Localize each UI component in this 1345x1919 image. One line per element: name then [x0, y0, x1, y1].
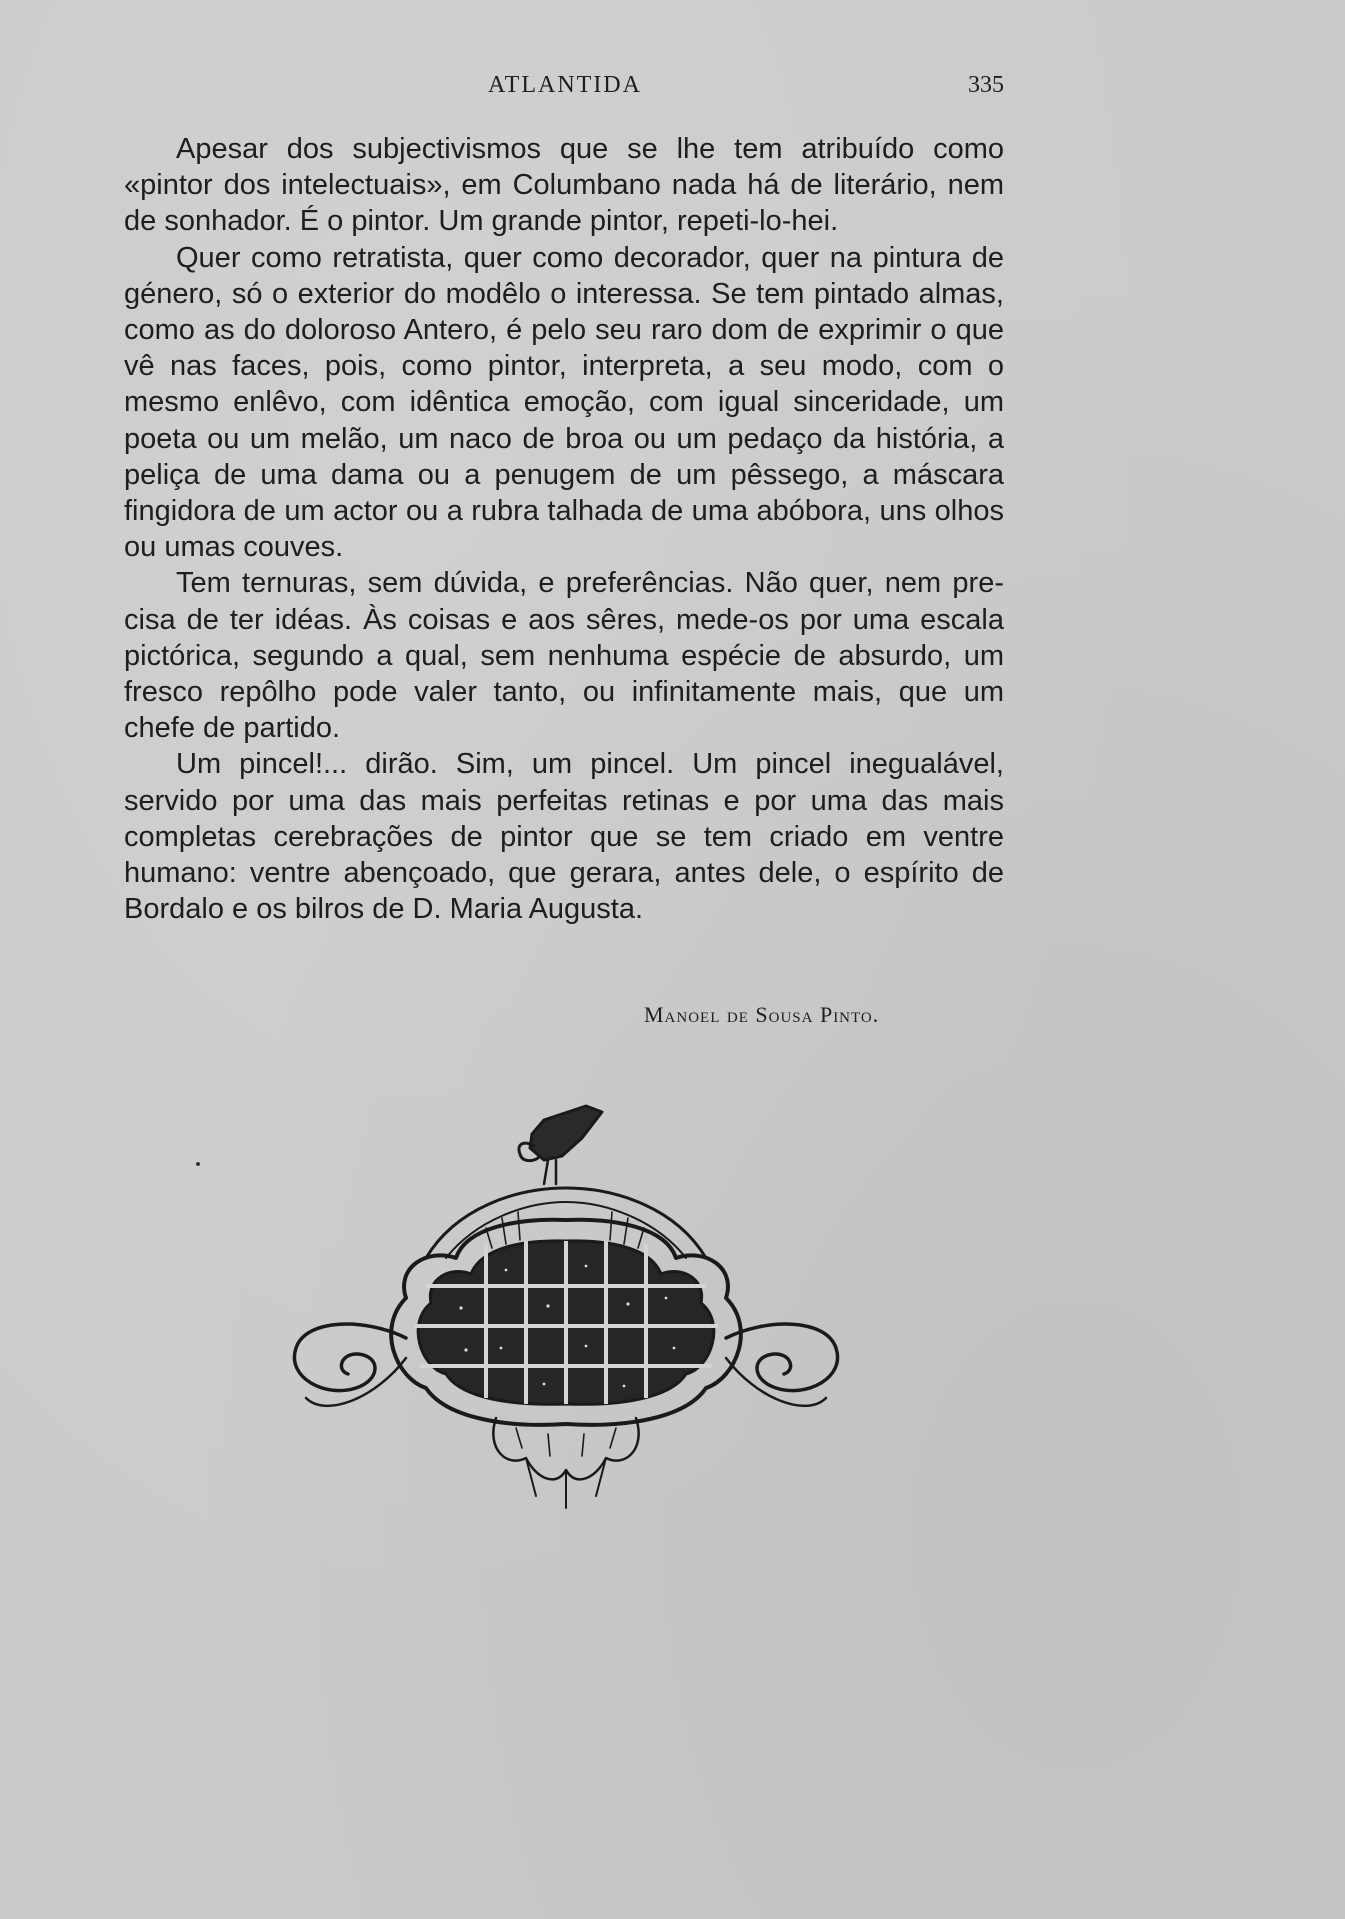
paragraph: Um pincel!... dirão. Sim, um pincel. Um pincel inegualável, servido por uma das mais perfeitas retinas e por uma das mais completas cerebrações de pintor que se tem criado em ventre humano: ventre abençoado, que gerara, antes dele, o espírito de Bordalo e os bilros de D. Maria Augusta.: [124, 748, 1004, 926]
bird-on-window-vignette-icon: [286, 1098, 846, 1518]
paragraph: Quer como retratista, quer como decorador, quer na pintura de género, só o exterior do modêlo o interessa. Se tem pintado almas, como as do doloroso Antero, é pelo seu raro dom de exprimir o que vê nas faces, pois, como pintor, interpreta, a seu modo, com o mesmo enlêvo, com idêntica emoção, com igual sinceridade, um poeta ou um melão, um naco de broa ou um pedaço da história, a peliça de uma dama ou a penugem de um pêssego, a máscara fingidora de um actor ou a rubra talhada de uma abóbora, uns olhos ou umas couves.: [124, 241, 1004, 564]
paragraph: Apesar dos subjectivismos que se lhe tem atribuído como «pintor dos intelectuais», em Columbano nada há de literário, nem de sonhador. É o pintor. Um grande pintor, repeti-lo-hei.: [124, 133, 1004, 238]
running-title: ATLANTIDA: [488, 72, 642, 98]
page-number: 335: [968, 72, 1004, 98]
running-header: [0, 72, 1345, 112]
paragraph: Tem ternuras, sem dúvida, e preferências. Não quer, nem precisa de ter idéas. Às coisas e aos sêres, mede-os por uma escala pictórica, segundo a qual, sem nenhuma espécie de absurdo, um fresco repôlho pode valer tanto, ou infinitamente mais, que um chefe de partido.: [124, 567, 1004, 745]
ink-speck: [196, 1162, 200, 1166]
author-signature: Manoel de Sousa Pinto.: [644, 1002, 880, 1027]
body-text: [124, 131, 1004, 927]
